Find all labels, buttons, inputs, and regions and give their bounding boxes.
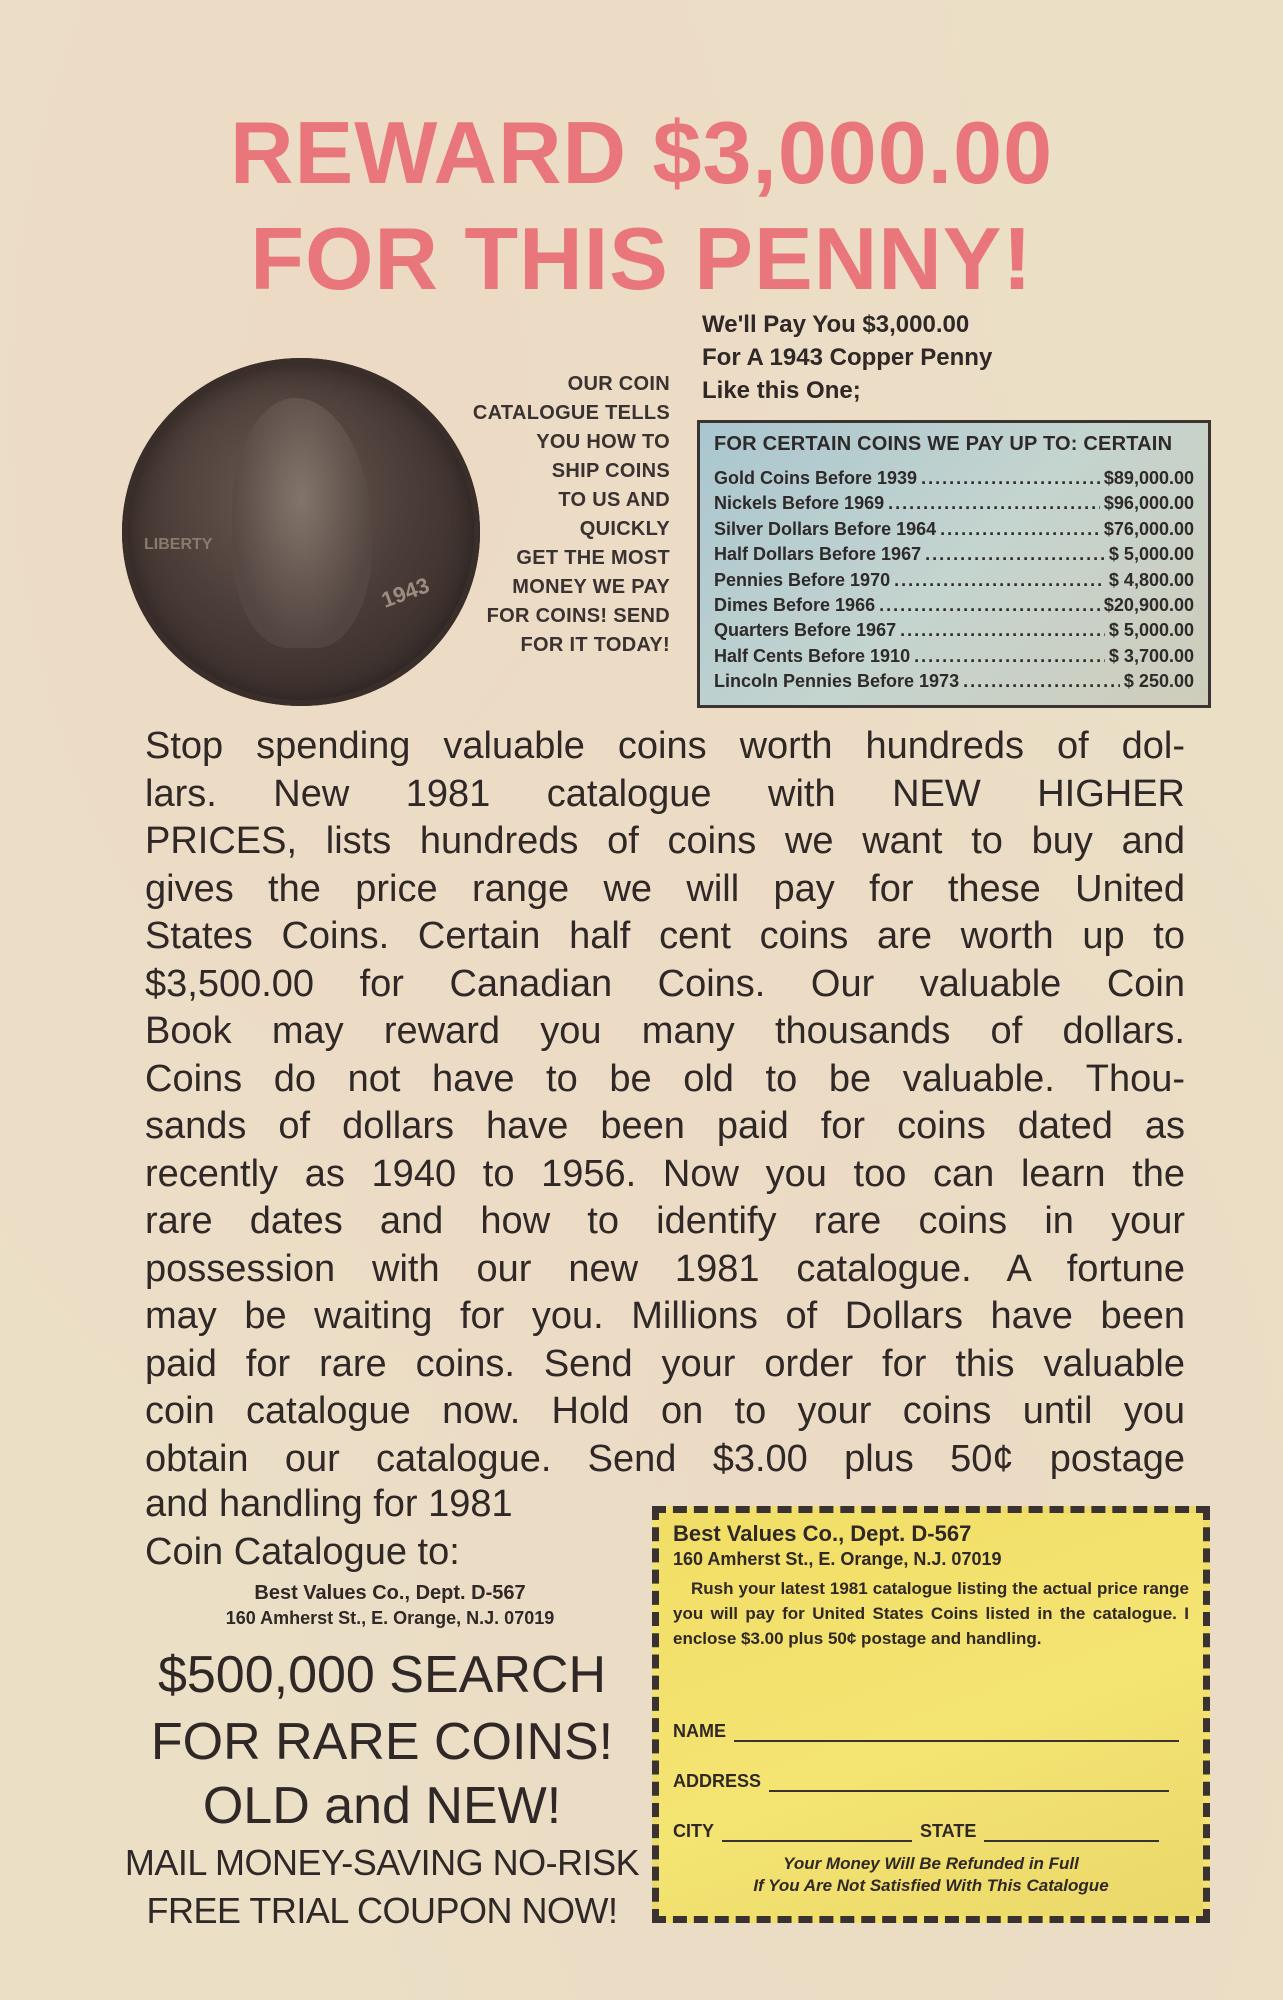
body-tail-line: Coin Catalogue to:	[145, 1531, 460, 1573]
price-item: Silver Dollars Before 1964	[714, 518, 937, 539]
price-value: $ 250.00	[1123, 671, 1194, 692]
catalogue-note-line: SHIP COINS	[551, 460, 670, 482]
headline-reward: REWARD $3,000.00	[229, 103, 1054, 202]
catalogue-note-line: FOR COINS! SEND	[486, 605, 670, 627]
body-line: Stop spending valuable coins worth hundreds of dol-	[145, 725, 1185, 767]
coupon-callout: MAIL MONEY-SAVING NO-RISK	[124, 1842, 640, 1883]
body-line: coin catalogue now. Hold on to your coins until you	[145, 1390, 1185, 1432]
price-row	[714, 644, 1194, 669]
price-item: Lincoln Pennies Before 1973	[714, 671, 960, 692]
search-headline: OLD and NEW!	[202, 1777, 562, 1835]
catalogue-note-line: MONEY WE PAY	[512, 576, 670, 598]
catalogue-note-line: QUICKLY	[579, 518, 670, 540]
body-line: sands of dollars have been paid for coins dated as	[145, 1105, 1185, 1147]
catalogue-note-line: YOU HOW TO	[536, 431, 670, 453]
lincoln-portrait	[232, 398, 372, 648]
headline-penny: FOR THIS PENNY!	[250, 209, 1033, 308]
city-line[interactable]	[722, 1822, 912, 1842]
price-item: Dimes Before 1966	[714, 595, 876, 616]
offer-text	[702, 308, 1122, 407]
price-row	[714, 669, 1194, 694]
offer-line: We'll Pay You $3,000.00	[702, 311, 970, 338]
city-label: CITY	[673, 1821, 715, 1841]
price-item: Quarters Before 1967	[714, 620, 897, 641]
order-coupon[interactable]	[652, 1506, 1210, 1923]
offer-line: Like this One;	[702, 377, 861, 404]
body-line: Coins do not have to be old to be valuable. Thou-	[145, 1057, 1185, 1100]
body-line: gives the price range we will pay for these United	[145, 867, 1185, 910]
catalogue-note-line: OUR COIN	[567, 373, 670, 395]
mailing-address: 160 Amherst St., E. Orange, N.J. 07019	[225, 1608, 555, 1628]
body-line: lars. New 1981 catalogue with NEW HIGHER	[145, 772, 1185, 815]
price-item: Pennies Before 1970	[714, 569, 891, 590]
price-value: $ 3,700.00	[1108, 645, 1194, 666]
coin-date: 1943	[378, 572, 433, 613]
coupon-address: 160 Amherst St., E. Orange, N.J. 07019	[673, 1549, 1002, 1569]
catalogue-note-line: TO US AND	[558, 489, 670, 511]
state-label: STATE	[920, 1821, 977, 1841]
name-line[interactable]	[734, 1722, 1179, 1742]
price-item: Nickels Before 1969	[714, 493, 885, 514]
body-line: may be waiting for you. Millions of Dollars have been	[145, 1295, 1185, 1337]
address-label: ADDRESS	[673, 1771, 762, 1791]
price-item: Half Cents Before 1910	[714, 645, 911, 666]
price-value: $ 4,800.00	[1108, 569, 1194, 590]
coin-motto: LIBERTY	[144, 536, 213, 553]
price-table-header: FOR CERTAIN COINS WE PAY UP TO: CERTAIN	[714, 433, 1173, 455]
price-row	[714, 491, 1194, 516]
coupon-company: Best Values Co., Dept. D-567	[673, 1521, 972, 1546]
catalogue-note-line: CATALOGUE TELLS	[472, 402, 670, 424]
price-row	[714, 542, 1194, 567]
body-line: recently as 1940 to 1956. Now you too can learn the	[145, 1152, 1185, 1195]
body-copy	[145, 723, 1185, 1483]
penny-image	[122, 358, 480, 706]
offer-line: For A 1943 Copper Penny	[702, 344, 993, 371]
price-item: Gold Coins Before 1939	[714, 468, 918, 488]
body-line: $3,500.00 for Canadian Coins. Our valuable Coin	[145, 962, 1185, 1005]
search-headline: $500,000 SEARCH	[157, 1646, 607, 1704]
price-row	[714, 593, 1194, 618]
catalogue-note	[460, 370, 670, 660]
price-row	[714, 517, 1194, 542]
body-line: paid for rare coins. Send your order for this valuable	[145, 1342, 1185, 1385]
catalogue-note-line: FOR IT TODAY!	[520, 634, 670, 656]
price-value: $ 5,000.00	[1108, 620, 1194, 641]
coupon-text: Rush your latest 1981 catalogue listing the actual price range you will pay for United States Coins listed in the catalogue. I enclose $3.00 plus 50¢ postage and handling.	[673, 1579, 1189, 1648]
body-line: States Coins. Certain half cent coins are worth up to	[145, 915, 1185, 957]
state-line[interactable]	[984, 1822, 1159, 1842]
address-field[interactable]	[673, 1771, 1193, 1792]
price-table	[697, 420, 1211, 708]
catalogue-note-line: GET THE MOST	[516, 547, 670, 569]
price-value: $ 5,000.00	[1108, 544, 1194, 565]
price-row	[714, 568, 1194, 593]
price-item: Half Dollars Before 1967	[714, 544, 922, 565]
name-field[interactable]	[673, 1721, 1193, 1742]
body-line: PRICES, lists hundreds of coins we want to buy and	[145, 820, 1185, 862]
city-state-field[interactable]	[673, 1821, 1193, 1842]
price-value: $96,000.00	[1103, 493, 1194, 514]
refund-line: Your Money Will Be Refunded in Full	[783, 1854, 1079, 1873]
price-value: $76,000.00	[1103, 518, 1194, 539]
price-row	[714, 618, 1194, 643]
refund-line: If You Are Not Satisfied With This Catalogue	[753, 1876, 1109, 1895]
body-line: obtain our catalogue. Send $3.00 plus 50¢ postage	[145, 1437, 1185, 1480]
name-label: NAME	[673, 1721, 726, 1741]
body-line: possession with our new 1981 catalogue. A fortune	[145, 1247, 1185, 1290]
body-line: Book may reward you many thousands of dollars.	[145, 1010, 1185, 1052]
body-tail-line: and handling for 1981	[145, 1483, 513, 1525]
body-line: rare dates and how to identify rare coins in your	[145, 1200, 1185, 1242]
refund-guarantee	[659, 1853, 1203, 1897]
price-value: $89,000.00	[1103, 468, 1194, 488]
address-line[interactable]	[769, 1772, 1169, 1792]
coupon-callout: FREE TRIAL COUPON NOW!	[146, 1890, 618, 1931]
price-row	[714, 466, 1194, 491]
search-headline: FOR RARE COINS!	[150, 1713, 614, 1771]
mailing-company: Best Values Co., Dept. D-567	[254, 1582, 526, 1604]
price-value: $20,900.00	[1103, 595, 1194, 616]
